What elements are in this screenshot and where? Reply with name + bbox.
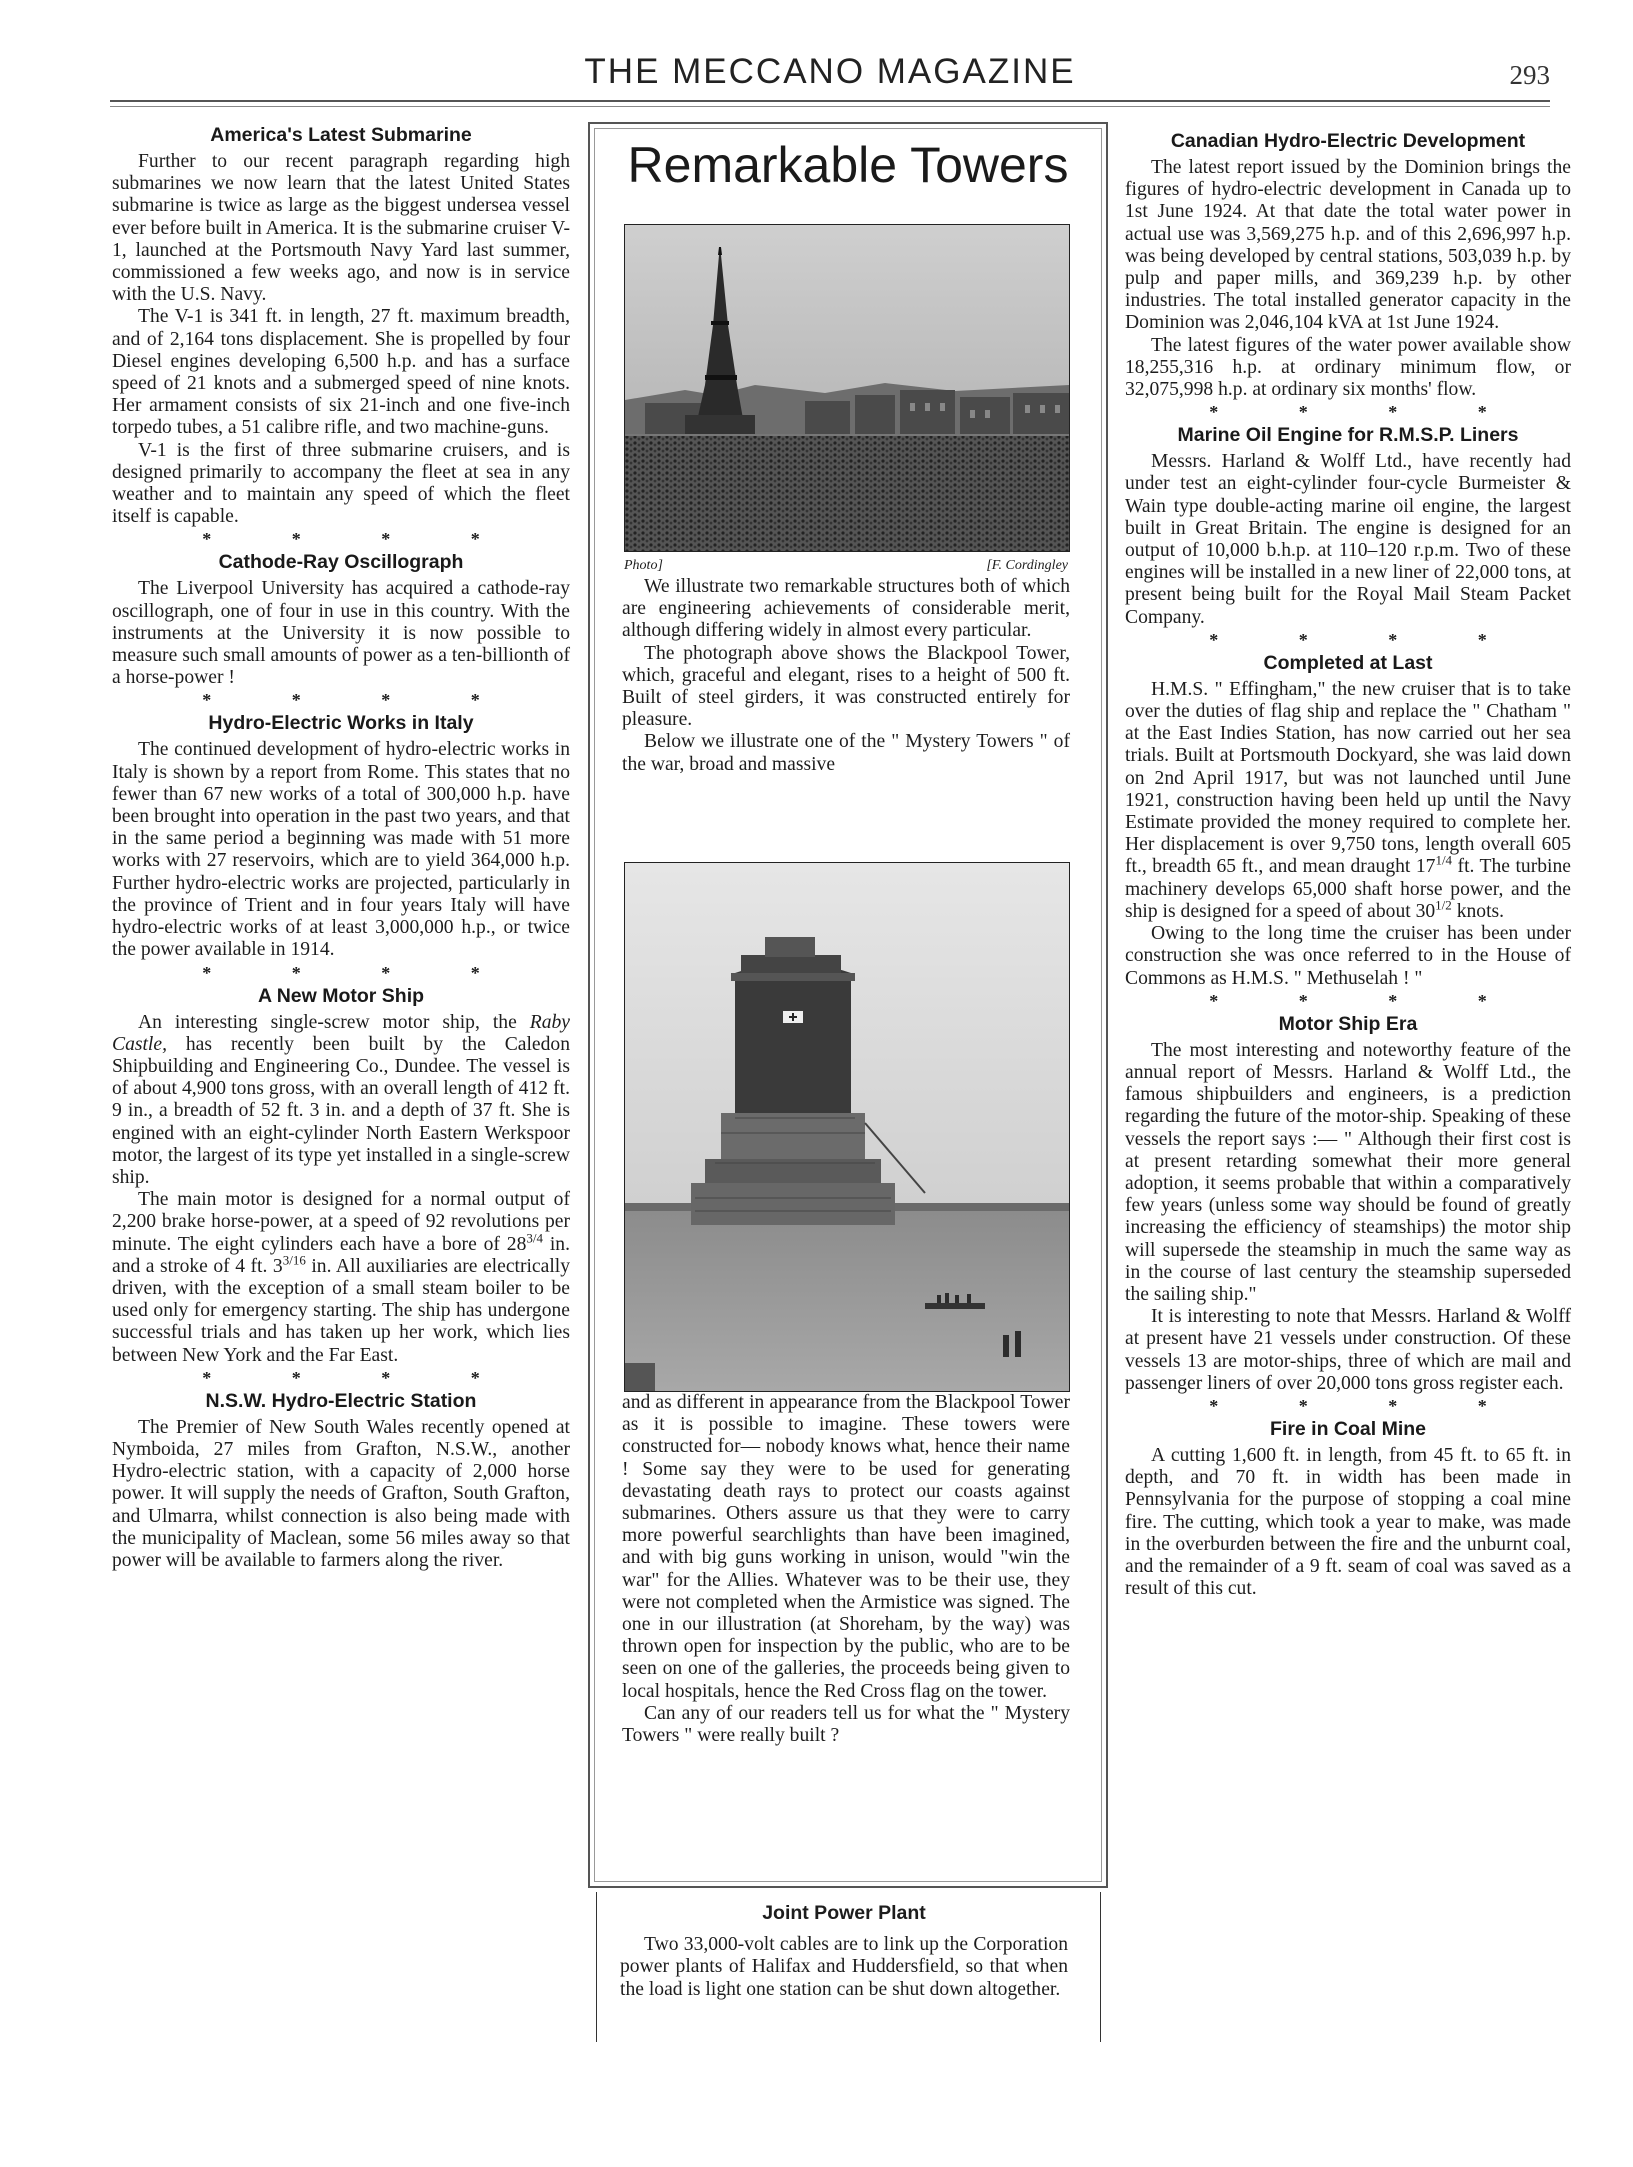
article-paragraph: Two 33,000-volt cables are to link up the Corporation power plants of Halifax and Huddersfield, so that when the load is light one station can be shut down altogether. [620, 1934, 1068, 2000]
article-title: Fire in Coal Mine [1269, 1417, 1427, 1440]
section-separator: * * * * [1209, 629, 1525, 650]
fraction: 1/4 [1435, 852, 1453, 868]
feature-text-upper [622, 576, 1070, 776]
article-title: America's Latest Submarine [210, 124, 472, 146]
fraction: 1/2 [1435, 897, 1452, 913]
article-paragraph: The Premier of New South Wales recently opened at Nymboida, 27 miles from Grafton, N.S.W., another Hydro-electric station, with a capacity of 2,000 horse power. It will supply the needs of Grafton, South Grafton, and Ulmarra, whilst connection is also being made with the municipality of Maclean, some 56 miles away so that power will be available to farmers along the river. [112, 1416, 570, 1571]
section-separator: * * * * [1209, 1395, 1525, 1416]
article-paragraph: Messrs. Harland & Wolff Ltd., have recently had under test an eight-cylinder four-cycle Burmeister & Wain type double-acting marine oil engine, the largest built in Great Britain. The engine is designed for an output of 10,000 b.h.p. at 110–120 r.p.m. Two of these engines will be installed in a new liner of 22,000 tons, at present being built for the Royal Mail Steam Packet Company. [1125, 451, 1571, 628]
article-paragraph: Owing to the long time the cruiser has been under construction she was once referred to in the House of Commons as H.M.S. " Methuselah ! " [1125, 923, 1571, 989]
feature-text-lower [622, 1392, 1070, 1747]
section-separator: * * * * [1209, 402, 1525, 423]
article-paragraph: V-1 is the first of three submarine cruisers, and is designed primarily to accompany the fleet at sea in any weather and to maintain any speed of which the fleet itself is capable. [112, 439, 570, 528]
article-paragraph: The V-1 is 341 ft. in length, 27 ft. maximum breadth, and of 2,164 tons displacement. She is propelled by four Diesel engines developing 6,500 h.p. and has a surface speed of 21 knots and a submerged speed of nine knots. Her armament consists of six 21-inch and one five-inch torpedo tubes, a 51 calibre rifle, and two machine-guns. [112, 306, 570, 439]
feature-paragraph: Below we illustrate one of the " Mystery Towers " of the war, broad and massive [622, 731, 1070, 775]
article-title: Motor Ship Era [1278, 1012, 1418, 1035]
feature-box [588, 122, 1108, 1888]
article-title: Hydro-Electric Works in Italy [208, 712, 474, 735]
section-separator: * * * * [202, 529, 518, 550]
feature-paragraph: The photograph above shows the Blackpool Tower, which, graceful and elegant, rises to a height of 500 ft. Built of steel girders, it was constructed entirely for pleasure. [622, 642, 1070, 731]
feature-paragraph: and as different in appearance from the Blackpool Tower as it is possible to imagine. These towers were constructed for— nobody knows what, hence their name ! Some say they were to be used for generating devastating death rays to protect our coasts against submarines. Others assure us that they were to carry more powerful searchlights than have been imagined, and with big guns working in unison, would "win the war" for the Allies. Whatever was to be their use, they were not completed when the Armistice was signed. The one in our illustration (at Shoreham, by the way) was thrown open for inspection by the public, who are to be seen on one of the galleries, the proceeds being given to local hospitals, hence the Red Cross flag on the tower. [622, 1392, 1070, 1702]
photo-credit [624, 558, 1068, 578]
article-paragraph: A cutting 1,600 ft. in length, from 45 ft. to 65 ft. in depth, and 70 ft. in width has been made in Pennsylvania for the purpose of stopping a coal mine fire. The cutting, which took a year to make, was made in the overburden between the fire and the unburnt coal, and the remainder of a 9 ft. seam of coal was saved as a result of this cut. [1125, 1444, 1571, 1600]
feature-paragraph: We illustrate two remarkable structures both of which are engineering achievements of considerable merit, although differing widely in almost every particular. [622, 576, 1070, 642]
article-title: Completed at Last [1263, 651, 1433, 674]
article-title: Joint Power Plant [762, 1902, 926, 1924]
article-paragraph: An interesting single-screw motor ship, the Raby Castle, has recently been built by the Caledon Shipbuilding and Engineering Co., Dundee. The vessel is of about 4,900 tons gross, with an overall length of 412 ft. 9 in., a breadth of 52 ft. 3 in. and a depth of 37 ft. She is engined with an eight-cylinder North Eastern Werkspoor motor, the largest of its type yet installed in a single-screw ship. [112, 1011, 570, 1188]
section-separator: * * * * [1209, 990, 1525, 1011]
article-title: Marine Oil Engine for R.M.S.P. Liners [1177, 424, 1519, 447]
feature-paragraph: Can any of our readers tell us for what the " Mystery Towers " were really built ? [622, 1702, 1070, 1747]
photographer-name: [F. Cordingley [986, 558, 1068, 573]
mystery-tower-photo [624, 862, 1070, 1392]
section-separator: * * * * [202, 690, 518, 711]
article-paragraph: Further to our recent paragraph regarding high submarines we now learn that the latest United States submarine is twice as large as the biggest undersea vessel ever before built in America. It is the submarine cruiser V-1, launched at the Portsmouth Navy Yard last summer, commissioned a few weeks ago, and now is in service with the U.S. Navy. [112, 151, 570, 306]
article-paragraph: The latest figures of the water power available show 18,255,316 h.p. at ordinary minimum flow, or 32,075,998 h.p. at ordinary six months' flow. [1125, 334, 1571, 401]
section-separator: * * * * [202, 962, 518, 983]
article-title: Canadian Hydro-Electric Development [1170, 130, 1526, 152]
ship-name: Raby Castle, [112, 1011, 570, 1055]
article-title: Cathode-Ray Oscillograph [218, 551, 464, 574]
article-paragraph: The latest report issued by the Dominion brings the figures of hydro-electric development in Canada up to 1st June 1924. At that date the total water power in actual use was 3,569,275 h.p. and of this 2,696,997 h.p. was being developed by central stations, 503,039 h.p. by pulp and paper mills, and 369,239 h.p. by other industries. The total installed generator capacity in the Dominion was 2,046,104 kVA at 1st June 1924. [1125, 157, 1571, 334]
page-header [110, 52, 1550, 98]
magazine-title: THE MECCANO MAGAZINE [584, 52, 1076, 91]
header-rule [110, 100, 1550, 107]
section-separator: * * * * [202, 1367, 518, 1388]
article-paragraph: The main motor is designed for a normal output of 2,200 brake horse-power, at a speed of 92 revolutions per minute. The eight cylinders each have a bore of $28^{3/4}$ in. and a stroke of 4 ft. $3^{3/16}$ in. All auxiliaries are electrically driven, with the exception of a small steam boiler to be used only for emergency starting. The ship has undergone successful trials and has taken up her work, which lies between New York and the Far East. [112, 1189, 571, 1366]
column-rule [596, 1892, 597, 2042]
fraction: 3/4 [526, 1230, 544, 1245]
article-paragraph: The most interesting and noteworthy feature of the annual report of Messrs. Harland & Wolff Ltd., the famous shipbuilders and engineers, is a prediction regarding the future of the motor-ship. Speaking of these vessels the report says :— " Although their first cost is at present retarding somewhat their more general adoption, it seems probable that within a comparatively few years (unless some way should be found of greatly increasing the efficiency of steamships) the motor ship will supersede the steamship in much the same way as in the course of last century the steamship superseded the sailing ship." [1125, 1039, 1571, 1305]
blackpool-tower-photo [624, 224, 1070, 552]
article-paragraph: The continued development of hydro-electric works in Italy is shown by a report from Rome. This states that no fewer than 67 new works of a total of 300,000 h.p. have been brought into operation in the past two years, and that in the same period a beginning was made with 51 more works with 27 reservoirs, which are to yield 364,000 h.p. Further hydro-electric works are projected, particularly in the province of Trient and in four years Italy will have hydro-electric works of at least 3,000,000 h.p., or twice the power available in 1914. [112, 739, 570, 961]
article-paragraph: It is interesting to note that Messrs. Harland & Wolff at present have 21 vessels under construction. Of these vessels 13 are motor-ships, three of which are mail and passenger liners of over 20,000 tons gross register each. [1125, 1306, 1571, 1394]
left-column [112, 122, 570, 1572]
column-rule [1100, 1892, 1101, 2042]
article-title: N.S.W. Hydro-Electric Station [205, 1389, 477, 1412]
right-column [1125, 128, 1571, 1600]
article-title: A New Motor Ship [257, 984, 425, 1007]
fraction: 3/16 [282, 1252, 306, 1268]
page-number: 293 [1509, 60, 1550, 90]
photo-credit-label: Photo] [624, 558, 663, 573]
joint-power-article [620, 1902, 1068, 2001]
feature-title: Remarkable Towers [627, 137, 1069, 193]
article-paragraph: The Liverpool University has acquired a cathode-ray oscillograph, one of four in use in this country. With the instruments at the University it is now possible to measure such small amounts of power as a ten-billionth of a horse-power ! [112, 578, 570, 689]
article-paragraph: H.M.S. " Effingham," the new cruiser that is to take over the duties of flag ship and replace the " Chatham " at the East Indies Station, has now carried out her sea trials. Built at Portsmouth Dockyard, she was laid down on 2nd April 1917, but was not launched until June 1921, construction having been held up until the Navy Estimate provided the money required to complete her. Her displacement is over 9,750 tons, length overall 605 ft., breadth 65 ft., and mean draught $17^{1/4}$ ft. The turbine machinery develops 65,000 shaft horse power, and the ship is designed for a speed of about $30^{1/2}$ knots. [1125, 678, 1571, 922]
